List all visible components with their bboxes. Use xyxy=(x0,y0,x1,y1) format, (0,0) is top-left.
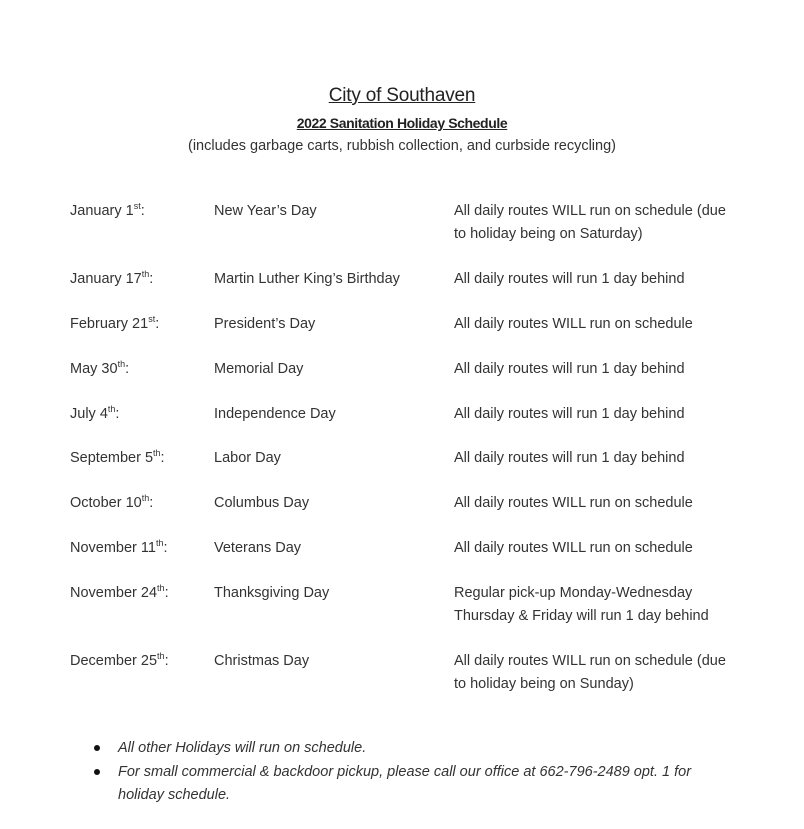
holiday-date-text: January 17 xyxy=(70,271,142,287)
date-colon: : xyxy=(164,653,169,669)
route-status xyxy=(454,313,744,336)
holiday-name: Thanksgiving Day xyxy=(214,585,330,601)
route-status-line: All daily routes will run 1 day behind xyxy=(454,361,685,377)
route-status-line: All daily routes will run 1 day behind xyxy=(454,271,685,287)
route-status-line: All daily routes WILL run on schedule (due xyxy=(454,203,726,219)
holiday-name: President’s Day xyxy=(214,316,316,332)
holiday-name: Martin Luther King’s Birthday xyxy=(214,271,400,287)
route-status-line: All daily routes WILL run on schedule xyxy=(454,540,693,556)
document-subtitle: 2022 Sanitation Holiday Schedule xyxy=(296,115,508,131)
route-status xyxy=(454,492,744,515)
holiday-date xyxy=(70,650,169,673)
date-ordinal-suffix: th xyxy=(117,359,126,369)
route-status-line: to holiday being on Saturday) xyxy=(454,226,643,242)
document-note: (includes garbage carts, rubbish collection, and curbside recycling) xyxy=(188,138,616,154)
route-status xyxy=(454,537,744,560)
route-status xyxy=(454,200,744,246)
holiday-name: Memorial Day xyxy=(214,361,304,377)
date-colon: : xyxy=(115,406,120,422)
route-status-line: All daily routes WILL run on schedule xyxy=(454,495,693,511)
holiday-date-text: November 11 xyxy=(70,540,156,556)
holiday-date-text: October 10 xyxy=(70,495,142,511)
holiday-date xyxy=(70,582,169,605)
route-status-line: All daily routes will run 1 day behind xyxy=(454,450,685,466)
holiday-date xyxy=(70,200,145,223)
route-status xyxy=(454,447,744,470)
route-status-line: Regular pick-up Monday-Wednesday xyxy=(454,585,693,601)
document-title: City of Southaven xyxy=(328,85,476,106)
date-ordinal-suffix: st xyxy=(148,314,156,324)
date-ordinal-suffix: th xyxy=(155,538,164,548)
holiday-date xyxy=(70,313,159,336)
date-colon: : xyxy=(125,361,130,377)
footnote-item xyxy=(0,737,804,760)
footnote-text: For small commercial & backdoor pickup, please call our office at 662-796-2489 opt. 1 for xyxy=(118,764,692,780)
footnote-text: holiday schedule. xyxy=(118,787,231,803)
route-status-line: All daily routes WILL run on schedule xyxy=(454,316,693,332)
holiday-date xyxy=(70,492,153,515)
holiday-date-text: July 4 xyxy=(70,406,108,422)
holiday-date-text: May 30 xyxy=(70,361,118,377)
route-status xyxy=(454,582,744,628)
holiday-name: Veterans Day xyxy=(214,540,302,556)
holiday-date-text: January 1 xyxy=(70,203,134,219)
route-status xyxy=(454,268,744,291)
date-ordinal-suffix: th xyxy=(153,448,161,458)
holiday-date-text: December 25 xyxy=(70,653,158,669)
footnote-item xyxy=(0,761,804,807)
date-colon: : xyxy=(160,450,165,466)
date-colon: : xyxy=(163,540,168,556)
holiday-date xyxy=(70,403,119,426)
date-ordinal-suffix: th xyxy=(157,651,165,661)
route-status-line: to holiday being on Sunday) xyxy=(454,676,634,692)
date-colon: : xyxy=(155,316,160,332)
footnote-text: All other Holidays will run on schedule. xyxy=(118,740,367,756)
footnote-list xyxy=(0,737,804,808)
holiday-name: New Year’s Day xyxy=(214,203,317,219)
date-ordinal-suffix: th xyxy=(141,269,150,279)
date-colon: : xyxy=(164,585,169,601)
date-colon: : xyxy=(149,271,154,287)
route-status-line: All daily routes WILL run on schedule (due xyxy=(454,653,726,669)
holiday-name: Christmas Day xyxy=(214,653,310,669)
bullet-icon xyxy=(94,745,100,751)
holiday-name: Independence Day xyxy=(214,406,336,422)
route-status-line: Thursday & Friday will run 1 day behind xyxy=(454,608,709,624)
holiday-date-text: February 21 xyxy=(70,316,149,332)
date-ordinal-suffix: th xyxy=(157,583,165,593)
date-colon: : xyxy=(140,203,145,219)
route-status xyxy=(454,650,744,696)
date-colon: : xyxy=(149,495,154,511)
holiday-name: Labor Day xyxy=(214,450,281,466)
route-status xyxy=(454,403,744,426)
holiday-date xyxy=(70,268,153,291)
date-ordinal-suffix: th xyxy=(141,493,150,503)
holiday-name: Columbus Day xyxy=(214,495,310,511)
route-status-line: All daily routes will run 1 day behind xyxy=(454,406,685,422)
holiday-date-text: September 5 xyxy=(70,450,154,466)
holiday-date-text: November 24 xyxy=(70,585,158,601)
bullet-icon xyxy=(94,769,100,775)
date-ordinal-suffix: th xyxy=(107,404,116,414)
holiday-date xyxy=(70,537,168,560)
date-ordinal-suffix: st xyxy=(133,201,141,211)
route-status xyxy=(454,358,744,381)
holiday-date xyxy=(70,358,129,381)
holiday-date xyxy=(70,447,165,470)
